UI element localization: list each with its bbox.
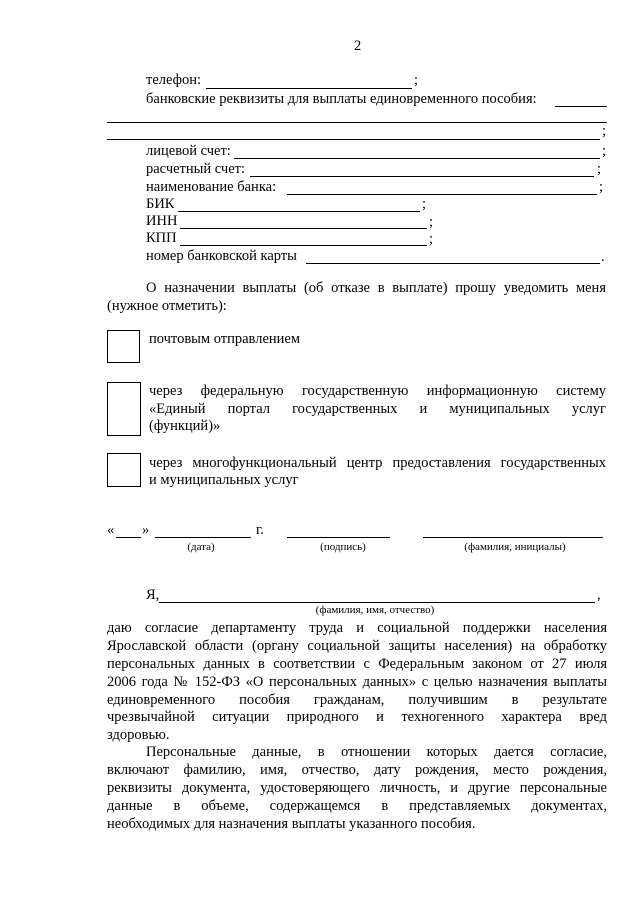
date-quote-open: « [107, 522, 115, 538]
kpp-field[interactable] [180, 245, 427, 246]
personal-account-field[interactable] [234, 158, 600, 159]
consent-ya: Я, [146, 587, 160, 603]
option-postal-checkbox[interactable] [107, 330, 140, 363]
inn-field[interactable] [180, 228, 427, 229]
option-mfc-line-2: и муниципальных услуг [149, 472, 299, 488]
consent-p1-line-6: чрезвычайной ситуации природного и техногенного характера вред [107, 709, 607, 725]
consent-p1-line-5: единовременного пособия гражданам, получившим в результате [107, 692, 607, 708]
option-mfc-checkbox[interactable] [107, 453, 141, 487]
bank-name-semicolon: ; [599, 179, 604, 195]
consent-fio-field[interactable] [159, 602, 595, 603]
settlement-account-field[interactable] [250, 176, 594, 177]
phone-field[interactable] [206, 88, 412, 89]
date-caption: (дата) [187, 541, 215, 553]
consent-fio-caption: (фамилия, имя, отчество) [315, 604, 435, 616]
consent-p2-line-3: реквизиты документа, удостоверяющего личность, и другие персональные [107, 780, 607, 796]
date-month-field[interactable] [155, 537, 251, 538]
consent-comma: , [597, 587, 601, 603]
inn-semicolon: ; [429, 214, 434, 230]
settlement-account-label: расчетный счет: [146, 161, 246, 177]
personal-account-semicolon: ; [602, 143, 607, 159]
name-initials-caption: (фамилия, инициалы) [464, 541, 566, 553]
option-portal-line-2: «Единый портал государственных и муниципальных услуг [149, 401, 606, 417]
notify-line-1: О назначении выплаты (об отказе в выплате) прошу уведомить меня [146, 280, 606, 296]
card-number-period: . [601, 249, 605, 265]
date-year-suffix: г. [256, 522, 264, 538]
date-day-field[interactable] [116, 537, 141, 538]
date-quote-close: » [142, 522, 150, 538]
inn-label: ИНН [146, 213, 178, 229]
consent-p2-line-4: данные в объеме, содержащемся в представляемых документах, [107, 798, 607, 814]
consent-p1-line-4: 2006 года № 152-ФЗ «О персональных данных» с целью назначения выплаты [107, 674, 607, 690]
option-portal-checkbox[interactable] [107, 382, 141, 436]
bik-label: БИК [146, 196, 175, 212]
card-number-field[interactable] [306, 263, 600, 264]
bank-details-label: банковские реквизиты для выплаты единовременного пособия: [146, 91, 537, 107]
bank-details-line-3[interactable] [107, 139, 600, 140]
consent-p2-line-5: необходимых для назначения выплаты указанного пособия. [107, 816, 476, 832]
phone-label: телефон: [146, 72, 202, 88]
option-portal-line-1: через федеральную государственную информационную систему [149, 383, 606, 399]
bik-field[interactable] [178, 211, 420, 212]
option-mfc-line-1: через многофункциональный центр предоставления государственных [149, 455, 606, 471]
option-postal-label: почтовым отправлением [149, 331, 301, 347]
bank-details-semicolon: ; [602, 123, 607, 139]
kpp-semicolon: ; [429, 231, 434, 247]
signature-field[interactable] [287, 537, 390, 538]
card-number-label: номер банковской карты [146, 248, 297, 264]
bank-name-label: наименование банка: [146, 179, 277, 195]
bik-semicolon: ; [422, 196, 427, 212]
consent-p1-line-1: даю согласие департаменту труда и социальной поддержки населения [107, 620, 607, 636]
bank-details-line-2[interactable] [107, 122, 607, 123]
personal-account-label: лицевой счет: [146, 143, 231, 159]
option-portal-line-3: (функций)» [149, 418, 221, 434]
consent-p1-line-7: здоровью. [107, 727, 170, 743]
bank-details-field[interactable] [555, 106, 607, 107]
consent-p2-line-2: включают фамилию, имя, отчество, дату рождения, место рождения, [107, 762, 607, 778]
consent-p2-line-1: Персональные данные, в отношении которых дается согласие, [146, 744, 607, 760]
page-number: 2 [354, 38, 362, 54]
bank-name-field[interactable] [287, 194, 597, 195]
phone-semicolon: ; [414, 72, 419, 88]
consent-p1-line-3: персональных данных в соответствии с Федеральным законом от 27 июля [107, 656, 607, 672]
kpp-label: КПП [146, 230, 177, 246]
notify-line-2: (нужное отметить): [107, 298, 227, 314]
settlement-account-semicolon: ; [597, 161, 602, 177]
consent-p1-line-2: Ярославской области (органу социальной защиты населения) на обработку [107, 638, 607, 654]
signature-caption: (подпись) [320, 541, 366, 553]
name-initials-field[interactable] [423, 537, 603, 538]
